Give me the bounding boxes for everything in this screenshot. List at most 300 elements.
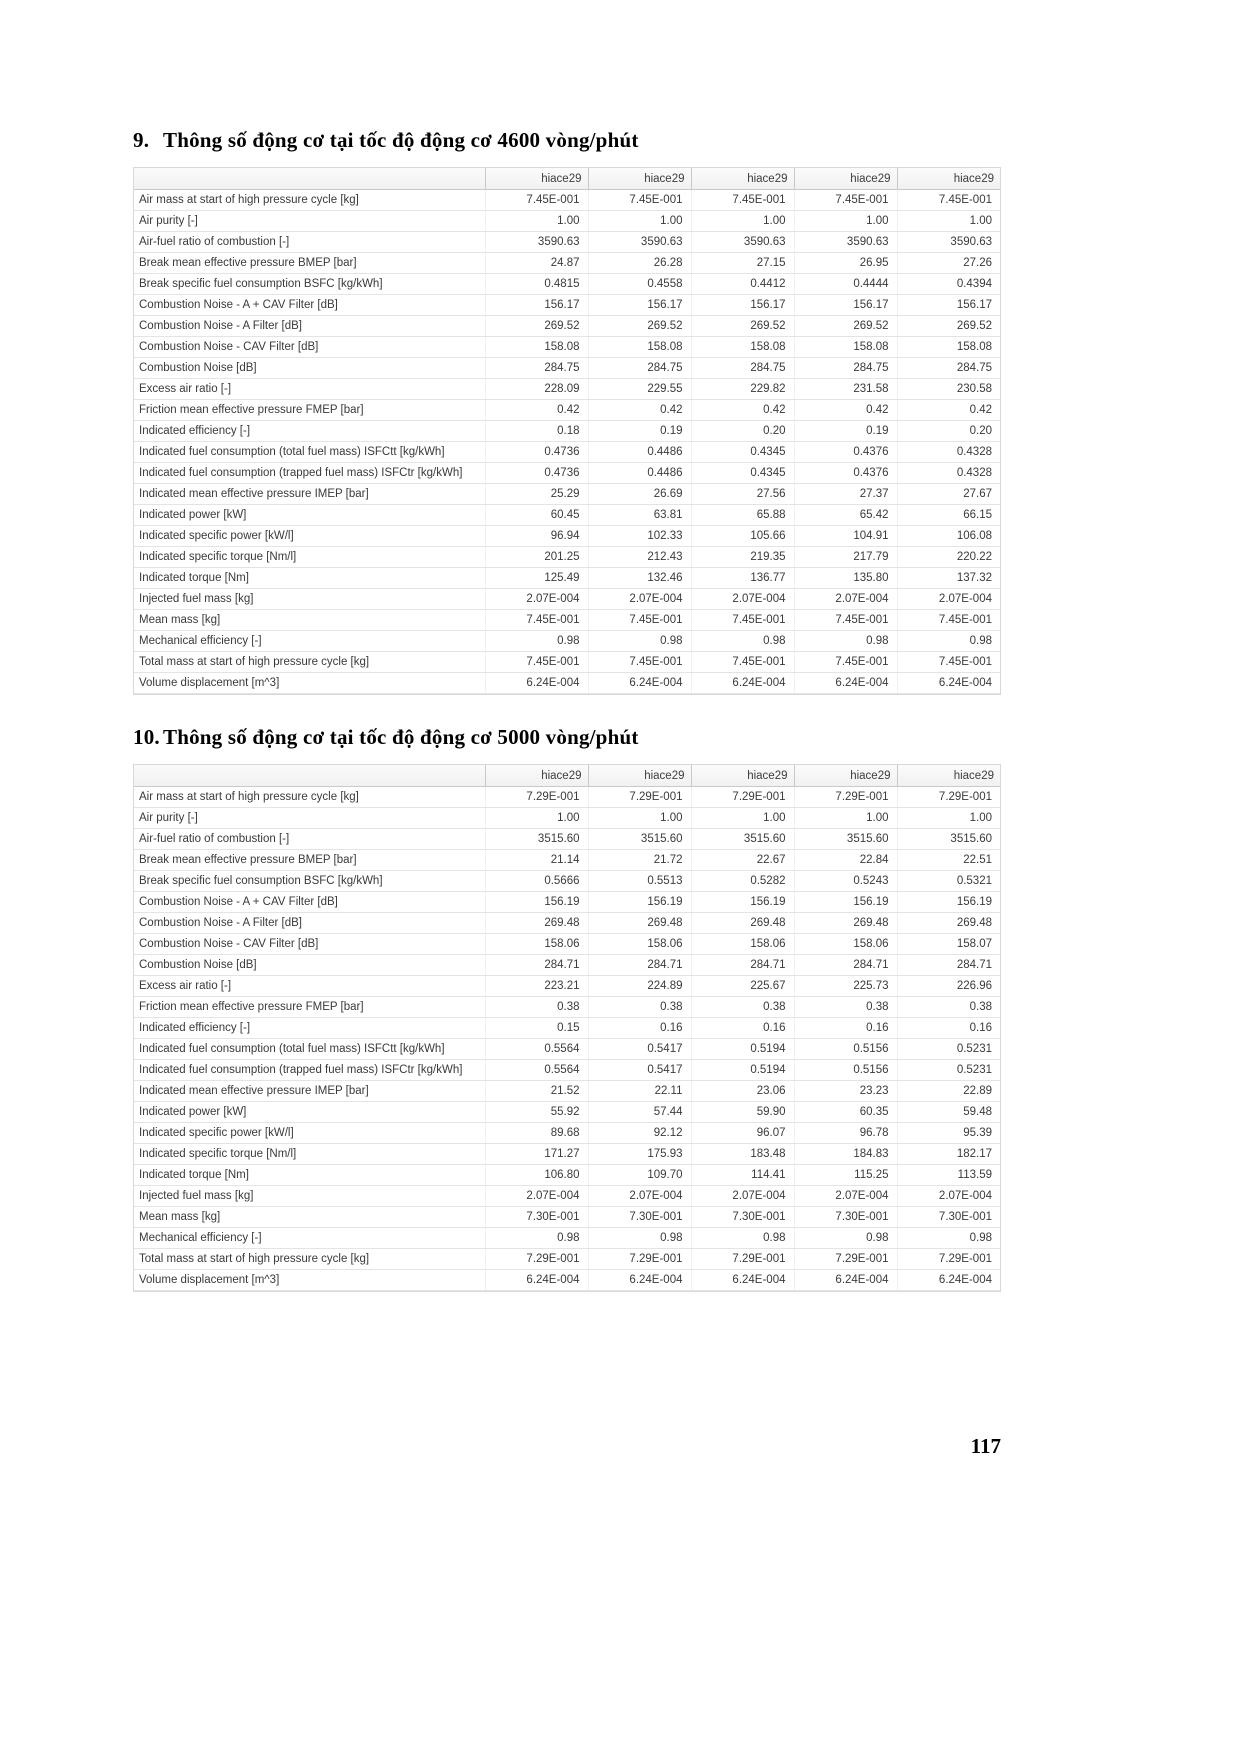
row-label: Indicated fuel consumption (trapped fuel mass) ISFCtr [kg/kWh] bbox=[134, 1060, 485, 1081]
cell-value: 6.24E-004 bbox=[588, 1270, 691, 1291]
cell-value: 7.45E-001 bbox=[691, 190, 794, 211]
cell-value: 0.4736 bbox=[485, 442, 588, 463]
column-header: hiace29 bbox=[588, 168, 691, 190]
cell-value: 284.75 bbox=[485, 358, 588, 379]
cell-value: 21.72 bbox=[588, 850, 691, 871]
cell-value: 92.12 bbox=[588, 1123, 691, 1144]
cell-value: 0.4486 bbox=[588, 442, 691, 463]
cell-value: 7.29E-001 bbox=[485, 787, 588, 808]
cell-value: 7.29E-001 bbox=[691, 1249, 794, 1270]
cell-value: 0.16 bbox=[897, 1018, 1000, 1039]
cell-value: 2.07E-004 bbox=[794, 1186, 897, 1207]
cell-value: 269.48 bbox=[485, 913, 588, 934]
column-header: hiace29 bbox=[794, 168, 897, 190]
cell-value: 26.28 bbox=[588, 253, 691, 274]
header-row bbox=[134, 765, 1000, 787]
cell-value: 269.52 bbox=[691, 316, 794, 337]
cell-value: 0.20 bbox=[691, 421, 794, 442]
cell-value: 0.42 bbox=[897, 400, 1000, 421]
cell-value: 1.00 bbox=[485, 211, 588, 232]
table-row bbox=[134, 316, 1000, 337]
table-row bbox=[134, 526, 1000, 547]
column-header: hiace29 bbox=[588, 765, 691, 787]
cell-value: 59.90 bbox=[691, 1102, 794, 1123]
cell-value: 0.5564 bbox=[485, 1039, 588, 1060]
cell-value: 7.45E-001 bbox=[588, 190, 691, 211]
cell-value: 7.30E-001 bbox=[485, 1207, 588, 1228]
cell-value: 60.35 bbox=[794, 1102, 897, 1123]
cell-value: 0.18 bbox=[485, 421, 588, 442]
cell-value: 137.32 bbox=[897, 568, 1000, 589]
cell-value: 0.5156 bbox=[794, 1039, 897, 1060]
cell-value: 0.4486 bbox=[588, 463, 691, 484]
row-label: Excess air ratio [-] bbox=[134, 379, 485, 400]
table-row bbox=[134, 232, 1000, 253]
table-row bbox=[134, 1228, 1000, 1249]
cell-value: 226.96 bbox=[897, 976, 1000, 997]
cell-value: 3590.63 bbox=[794, 232, 897, 253]
cell-value: 7.29E-001 bbox=[588, 787, 691, 808]
table-row bbox=[134, 787, 1000, 808]
cell-value: 229.55 bbox=[588, 379, 691, 400]
cell-value: 158.08 bbox=[794, 337, 897, 358]
cell-value: 27.37 bbox=[794, 484, 897, 505]
cell-value: 3590.63 bbox=[897, 232, 1000, 253]
cell-value: 3590.63 bbox=[691, 232, 794, 253]
cell-value: 3515.60 bbox=[588, 829, 691, 850]
section-number: 9. bbox=[133, 128, 150, 152]
cell-value: 7.30E-001 bbox=[897, 1207, 1000, 1228]
cell-value: 156.17 bbox=[485, 295, 588, 316]
row-label: Volume displacement [m^3] bbox=[134, 673, 485, 694]
table-row bbox=[134, 442, 1000, 463]
cell-value: 6.24E-004 bbox=[691, 1270, 794, 1291]
table-row bbox=[134, 652, 1000, 673]
row-label: Indicated torque [Nm] bbox=[134, 1165, 485, 1186]
page-content bbox=[133, 128, 1001, 1322]
cell-value: 269.52 bbox=[897, 316, 1000, 337]
cell-value: 156.19 bbox=[897, 892, 1000, 913]
cell-value: 284.71 bbox=[794, 955, 897, 976]
table-row bbox=[134, 589, 1000, 610]
cell-value: 0.4328 bbox=[897, 463, 1000, 484]
cell-value: 219.35 bbox=[691, 547, 794, 568]
cell-value: 284.71 bbox=[588, 955, 691, 976]
table-row bbox=[134, 673, 1000, 694]
column-header: hiace29 bbox=[485, 765, 588, 787]
cell-value: 0.98 bbox=[691, 631, 794, 652]
cell-value: 7.45E-001 bbox=[588, 610, 691, 631]
section-heading-5000rpm bbox=[133, 725, 1001, 750]
table-row bbox=[134, 358, 1000, 379]
cell-value: 0.98 bbox=[794, 631, 897, 652]
cell-value: 2.07E-004 bbox=[897, 589, 1000, 610]
cell-value: 113.59 bbox=[897, 1165, 1000, 1186]
cell-value: 269.52 bbox=[794, 316, 897, 337]
cell-value: 1.00 bbox=[794, 211, 897, 232]
row-label: Indicated specific power [kW/l] bbox=[134, 526, 485, 547]
row-label: Combustion Noise - A + CAV Filter [dB] bbox=[134, 295, 485, 316]
column-header: hiace29 bbox=[485, 168, 588, 190]
table-row bbox=[134, 1102, 1000, 1123]
cell-value: 2.07E-004 bbox=[485, 1186, 588, 1207]
cell-value: 158.08 bbox=[691, 337, 794, 358]
cell-value: 23.23 bbox=[794, 1081, 897, 1102]
cell-value: 0.5417 bbox=[588, 1039, 691, 1060]
cell-value: 65.42 bbox=[794, 505, 897, 526]
row-label: Indicated fuel consumption (total fuel mass) ISFCtt [kg/kWh] bbox=[134, 1039, 485, 1060]
cell-value: 6.24E-004 bbox=[485, 673, 588, 694]
cell-value: 0.42 bbox=[485, 400, 588, 421]
cell-value: 1.00 bbox=[691, 808, 794, 829]
cell-value: 183.48 bbox=[691, 1144, 794, 1165]
cell-value: 284.75 bbox=[588, 358, 691, 379]
table-row bbox=[134, 568, 1000, 589]
row-label: Injected fuel mass [kg] bbox=[134, 1186, 485, 1207]
cell-value: 0.98 bbox=[588, 1228, 691, 1249]
page-number: 117 bbox=[970, 1434, 1001, 1458]
cell-value: 60.45 bbox=[485, 505, 588, 526]
cell-value: 284.71 bbox=[485, 955, 588, 976]
column-header: hiace29 bbox=[691, 765, 794, 787]
cell-value: 7.29E-001 bbox=[897, 787, 1000, 808]
table-row bbox=[134, 1144, 1000, 1165]
table-row bbox=[134, 955, 1000, 976]
cell-value: 7.29E-001 bbox=[794, 1249, 897, 1270]
table-row bbox=[134, 421, 1000, 442]
cell-value: 7.45E-001 bbox=[485, 652, 588, 673]
cell-value: 1.00 bbox=[897, 808, 1000, 829]
row-label: Indicated mean effective pressure IMEP [bar] bbox=[134, 1081, 485, 1102]
row-label: Indicated fuel consumption (total fuel mass) ISFCtt [kg/kWh] bbox=[134, 442, 485, 463]
section-title: Thông số động cơ tại tốc độ động cơ 5000 vòng/phút bbox=[163, 725, 639, 749]
cell-value: 7.29E-001 bbox=[691, 787, 794, 808]
cell-value: 105.66 bbox=[691, 526, 794, 547]
table-row bbox=[134, 997, 1000, 1018]
cell-value: 102.33 bbox=[588, 526, 691, 547]
table-row bbox=[134, 274, 1000, 295]
cell-value: 3515.60 bbox=[794, 829, 897, 850]
cell-value: 135.80 bbox=[794, 568, 897, 589]
table-row bbox=[134, 211, 1000, 232]
cell-value: 156.17 bbox=[588, 295, 691, 316]
row-label: Air-fuel ratio of combustion [-] bbox=[134, 829, 485, 850]
parameters-table bbox=[134, 765, 1000, 1291]
cell-value: 2.07E-004 bbox=[691, 1186, 794, 1207]
cell-value: 104.91 bbox=[794, 526, 897, 547]
cell-value: 96.07 bbox=[691, 1123, 794, 1144]
row-label: Excess air ratio [-] bbox=[134, 976, 485, 997]
cell-value: 0.5231 bbox=[897, 1039, 1000, 1060]
cell-value: 158.06 bbox=[485, 934, 588, 955]
cell-value: 27.15 bbox=[691, 253, 794, 274]
cell-value: 0.16 bbox=[691, 1018, 794, 1039]
row-label: Mean mass [kg] bbox=[134, 1207, 485, 1228]
row-label: Total mass at start of high pressure cycle [kg] bbox=[134, 1249, 485, 1270]
table-row bbox=[134, 631, 1000, 652]
table-body bbox=[134, 787, 1000, 1291]
cell-value: 1.00 bbox=[485, 808, 588, 829]
table-row bbox=[134, 1081, 1000, 1102]
cell-value: 2.07E-004 bbox=[485, 589, 588, 610]
table-row bbox=[134, 1018, 1000, 1039]
column-header: hiace29 bbox=[897, 765, 1000, 787]
row-label: Break specific fuel consumption BSFC [kg/kWh] bbox=[134, 871, 485, 892]
cell-value: 27.56 bbox=[691, 484, 794, 505]
row-label: Combustion Noise - A Filter [dB] bbox=[134, 316, 485, 337]
table-header bbox=[134, 168, 1000, 190]
cell-value: 96.94 bbox=[485, 526, 588, 547]
cell-value: 125.49 bbox=[485, 568, 588, 589]
table-row bbox=[134, 379, 1000, 400]
cell-value: 171.27 bbox=[485, 1144, 588, 1165]
cell-value: 2.07E-004 bbox=[794, 589, 897, 610]
cell-value: 7.29E-001 bbox=[897, 1249, 1000, 1270]
row-label: Mechanical efficiency [-] bbox=[134, 1228, 485, 1249]
cell-value: 269.48 bbox=[794, 913, 897, 934]
cell-value: 224.89 bbox=[588, 976, 691, 997]
cell-value: 0.19 bbox=[794, 421, 897, 442]
cell-value: 0.38 bbox=[794, 997, 897, 1018]
row-label: Indicated efficiency [-] bbox=[134, 421, 485, 442]
cell-value: 7.29E-001 bbox=[485, 1249, 588, 1270]
cell-value: 0.5666 bbox=[485, 871, 588, 892]
row-label: Indicated fuel consumption (trapped fuel mass) ISFCtr [kg/kWh] bbox=[134, 463, 485, 484]
row-label: Injected fuel mass [kg] bbox=[134, 589, 485, 610]
cell-value: 55.92 bbox=[485, 1102, 588, 1123]
cell-value: 0.4376 bbox=[794, 463, 897, 484]
cell-value: 225.67 bbox=[691, 976, 794, 997]
cell-value: 7.45E-001 bbox=[897, 190, 1000, 211]
cell-value: 0.5321 bbox=[897, 871, 1000, 892]
row-label: Air purity [-] bbox=[134, 808, 485, 829]
row-label: Air-fuel ratio of combustion [-] bbox=[134, 232, 485, 253]
table-row bbox=[134, 829, 1000, 850]
cell-value: 0.38 bbox=[691, 997, 794, 1018]
header-row bbox=[134, 168, 1000, 190]
cell-value: 217.79 bbox=[794, 547, 897, 568]
cell-value: 106.08 bbox=[897, 526, 1000, 547]
cell-value: 7.45E-001 bbox=[588, 652, 691, 673]
cell-value: 231.58 bbox=[794, 379, 897, 400]
cell-value: 132.46 bbox=[588, 568, 691, 589]
cell-value: 0.98 bbox=[485, 631, 588, 652]
cell-value: 3515.60 bbox=[485, 829, 588, 850]
cell-value: 0.5282 bbox=[691, 871, 794, 892]
table-row bbox=[134, 610, 1000, 631]
cell-value: 3515.60 bbox=[897, 829, 1000, 850]
cell-value: 158.06 bbox=[691, 934, 794, 955]
table-row bbox=[134, 190, 1000, 211]
cell-value: 22.84 bbox=[794, 850, 897, 871]
table-row bbox=[134, 1123, 1000, 1144]
cell-value: 0.98 bbox=[485, 1228, 588, 1249]
cell-value: 0.16 bbox=[794, 1018, 897, 1039]
table-row bbox=[134, 253, 1000, 274]
row-label: Air purity [-] bbox=[134, 211, 485, 232]
row-label: Combustion Noise - A + CAV Filter [dB] bbox=[134, 892, 485, 913]
cell-value: 3590.63 bbox=[588, 232, 691, 253]
cell-value: 0.42 bbox=[691, 400, 794, 421]
cell-value: 21.52 bbox=[485, 1081, 588, 1102]
row-label: Indicated power [kW] bbox=[134, 505, 485, 526]
table-row bbox=[134, 400, 1000, 421]
cell-value: 0.5231 bbox=[897, 1060, 1000, 1081]
parameters-table bbox=[134, 168, 1000, 694]
cell-value: 7.45E-001 bbox=[897, 652, 1000, 673]
row-label: Mean mass [kg] bbox=[134, 610, 485, 631]
cell-value: 6.24E-004 bbox=[588, 673, 691, 694]
cell-value: 7.45E-001 bbox=[691, 610, 794, 631]
row-label: Break mean effective pressure BMEP [bar] bbox=[134, 253, 485, 274]
cell-value: 269.48 bbox=[588, 913, 691, 934]
cell-value: 0.98 bbox=[588, 631, 691, 652]
cell-value: 7.30E-001 bbox=[794, 1207, 897, 1228]
engine-parameters-table-4600rpm bbox=[133, 167, 1001, 695]
cell-value: 1.00 bbox=[897, 211, 1000, 232]
row-label: Break specific fuel consumption BSFC [kg/kWh] bbox=[134, 274, 485, 295]
table-row bbox=[134, 547, 1000, 568]
cell-value: 65.88 bbox=[691, 505, 794, 526]
row-label: Mechanical efficiency [-] bbox=[134, 631, 485, 652]
cell-value: 158.08 bbox=[588, 337, 691, 358]
cell-value: 7.45E-001 bbox=[794, 610, 897, 631]
cell-value: 59.48 bbox=[897, 1102, 1000, 1123]
cell-value: 229.82 bbox=[691, 379, 794, 400]
cell-value: 7.30E-001 bbox=[588, 1207, 691, 1228]
cell-value: 0.98 bbox=[897, 631, 1000, 652]
cell-value: 0.38 bbox=[485, 997, 588, 1018]
row-label: Combustion Noise [dB] bbox=[134, 955, 485, 976]
cell-value: 0.4736 bbox=[485, 463, 588, 484]
cell-value: 0.42 bbox=[794, 400, 897, 421]
cell-value: 96.78 bbox=[794, 1123, 897, 1144]
cell-value: 7.45E-001 bbox=[794, 190, 897, 211]
table-row bbox=[134, 1039, 1000, 1060]
cell-value: 182.17 bbox=[897, 1144, 1000, 1165]
cell-value: 6.24E-004 bbox=[691, 673, 794, 694]
cell-value: 0.98 bbox=[794, 1228, 897, 1249]
row-label: Combustion Noise [dB] bbox=[134, 358, 485, 379]
cell-value: 1.00 bbox=[588, 211, 691, 232]
table-row bbox=[134, 1249, 1000, 1270]
engine-parameters-table-5000rpm bbox=[133, 764, 1001, 1292]
cell-value: 26.95 bbox=[794, 253, 897, 274]
cell-value: 109.70 bbox=[588, 1165, 691, 1186]
cell-value: 212.43 bbox=[588, 547, 691, 568]
cell-value: 2.07E-004 bbox=[691, 589, 794, 610]
cell-value: 269.52 bbox=[485, 316, 588, 337]
cell-value: 158.06 bbox=[794, 934, 897, 955]
cell-value: 0.4376 bbox=[794, 442, 897, 463]
cell-value: 0.5417 bbox=[588, 1060, 691, 1081]
cell-value: 6.24E-004 bbox=[794, 1270, 897, 1291]
cell-value: 22.67 bbox=[691, 850, 794, 871]
cell-value: 225.73 bbox=[794, 976, 897, 997]
cell-value: 21.14 bbox=[485, 850, 588, 871]
row-label: Indicated specific torque [Nm/l] bbox=[134, 547, 485, 568]
cell-value: 3590.63 bbox=[485, 232, 588, 253]
cell-value: 22.89 bbox=[897, 1081, 1000, 1102]
column-header: hiace29 bbox=[691, 168, 794, 190]
cell-value: 27.67 bbox=[897, 484, 1000, 505]
cell-value: 158.06 bbox=[588, 934, 691, 955]
cell-value: 269.48 bbox=[897, 913, 1000, 934]
column-header: hiace29 bbox=[794, 765, 897, 787]
row-label: Indicated torque [Nm] bbox=[134, 568, 485, 589]
cell-value: 106.80 bbox=[485, 1165, 588, 1186]
cell-value: 7.45E-001 bbox=[485, 610, 588, 631]
cell-value: 158.08 bbox=[897, 337, 1000, 358]
cell-value: 269.52 bbox=[588, 316, 691, 337]
cell-value: 0.5194 bbox=[691, 1039, 794, 1060]
cell-value: 0.4558 bbox=[588, 274, 691, 295]
row-label: Indicated specific power [kW/l] bbox=[134, 1123, 485, 1144]
cell-value: 7.45E-001 bbox=[897, 610, 1000, 631]
cell-value: 1.00 bbox=[588, 808, 691, 829]
cell-value: 158.07 bbox=[897, 934, 1000, 955]
cell-value: 156.19 bbox=[588, 892, 691, 913]
cell-value: 156.17 bbox=[691, 295, 794, 316]
table-row bbox=[134, 850, 1000, 871]
cell-value: 0.38 bbox=[897, 997, 1000, 1018]
row-label: Friction mean effective pressure FMEP [bar] bbox=[134, 997, 485, 1018]
parameter-column-header bbox=[134, 765, 485, 787]
cell-value: 1.00 bbox=[691, 211, 794, 232]
cell-value: 175.93 bbox=[588, 1144, 691, 1165]
section-title: Thông số động cơ tại tốc độ động cơ 4600 vòng/phút bbox=[163, 128, 639, 152]
table-row bbox=[134, 337, 1000, 358]
row-label: Indicated mean effective pressure IMEP [bar] bbox=[134, 484, 485, 505]
cell-value: 0.38 bbox=[588, 997, 691, 1018]
cell-value: 0.4394 bbox=[897, 274, 1000, 295]
cell-value: 0.98 bbox=[691, 1228, 794, 1249]
cell-value: 63.81 bbox=[588, 505, 691, 526]
cell-value: 0.42 bbox=[588, 400, 691, 421]
cell-value: 184.83 bbox=[794, 1144, 897, 1165]
section-5000rpm bbox=[133, 725, 1001, 1292]
cell-value: 284.71 bbox=[691, 955, 794, 976]
cell-value: 156.19 bbox=[794, 892, 897, 913]
table-row bbox=[134, 1186, 1000, 1207]
cell-value: 228.09 bbox=[485, 379, 588, 400]
cell-value: 284.71 bbox=[897, 955, 1000, 976]
cell-value: 22.51 bbox=[897, 850, 1000, 871]
cell-value: 24.87 bbox=[485, 253, 588, 274]
table-row bbox=[134, 892, 1000, 913]
cell-value: 7.29E-001 bbox=[588, 1249, 691, 1270]
cell-value: 0.4412 bbox=[691, 274, 794, 295]
row-label: Combustion Noise - CAV Filter [dB] bbox=[134, 337, 485, 358]
row-label: Indicated specific torque [Nm/l] bbox=[134, 1144, 485, 1165]
table-row bbox=[134, 871, 1000, 892]
section-4600rpm bbox=[133, 128, 1001, 695]
cell-value: 0.16 bbox=[588, 1018, 691, 1039]
cell-value: 220.22 bbox=[897, 547, 1000, 568]
cell-value: 114.41 bbox=[691, 1165, 794, 1186]
cell-value: 0.4328 bbox=[897, 442, 1000, 463]
cell-value: 284.75 bbox=[794, 358, 897, 379]
cell-value: 0.4444 bbox=[794, 274, 897, 295]
cell-value: 156.19 bbox=[485, 892, 588, 913]
cell-value: 0.98 bbox=[897, 1228, 1000, 1249]
table-row bbox=[134, 1270, 1000, 1291]
cell-value: 269.48 bbox=[691, 913, 794, 934]
cell-value: 158.08 bbox=[485, 337, 588, 358]
row-label: Combustion Noise - CAV Filter [dB] bbox=[134, 934, 485, 955]
cell-value: 0.5243 bbox=[794, 871, 897, 892]
cell-value: 6.24E-004 bbox=[897, 673, 1000, 694]
